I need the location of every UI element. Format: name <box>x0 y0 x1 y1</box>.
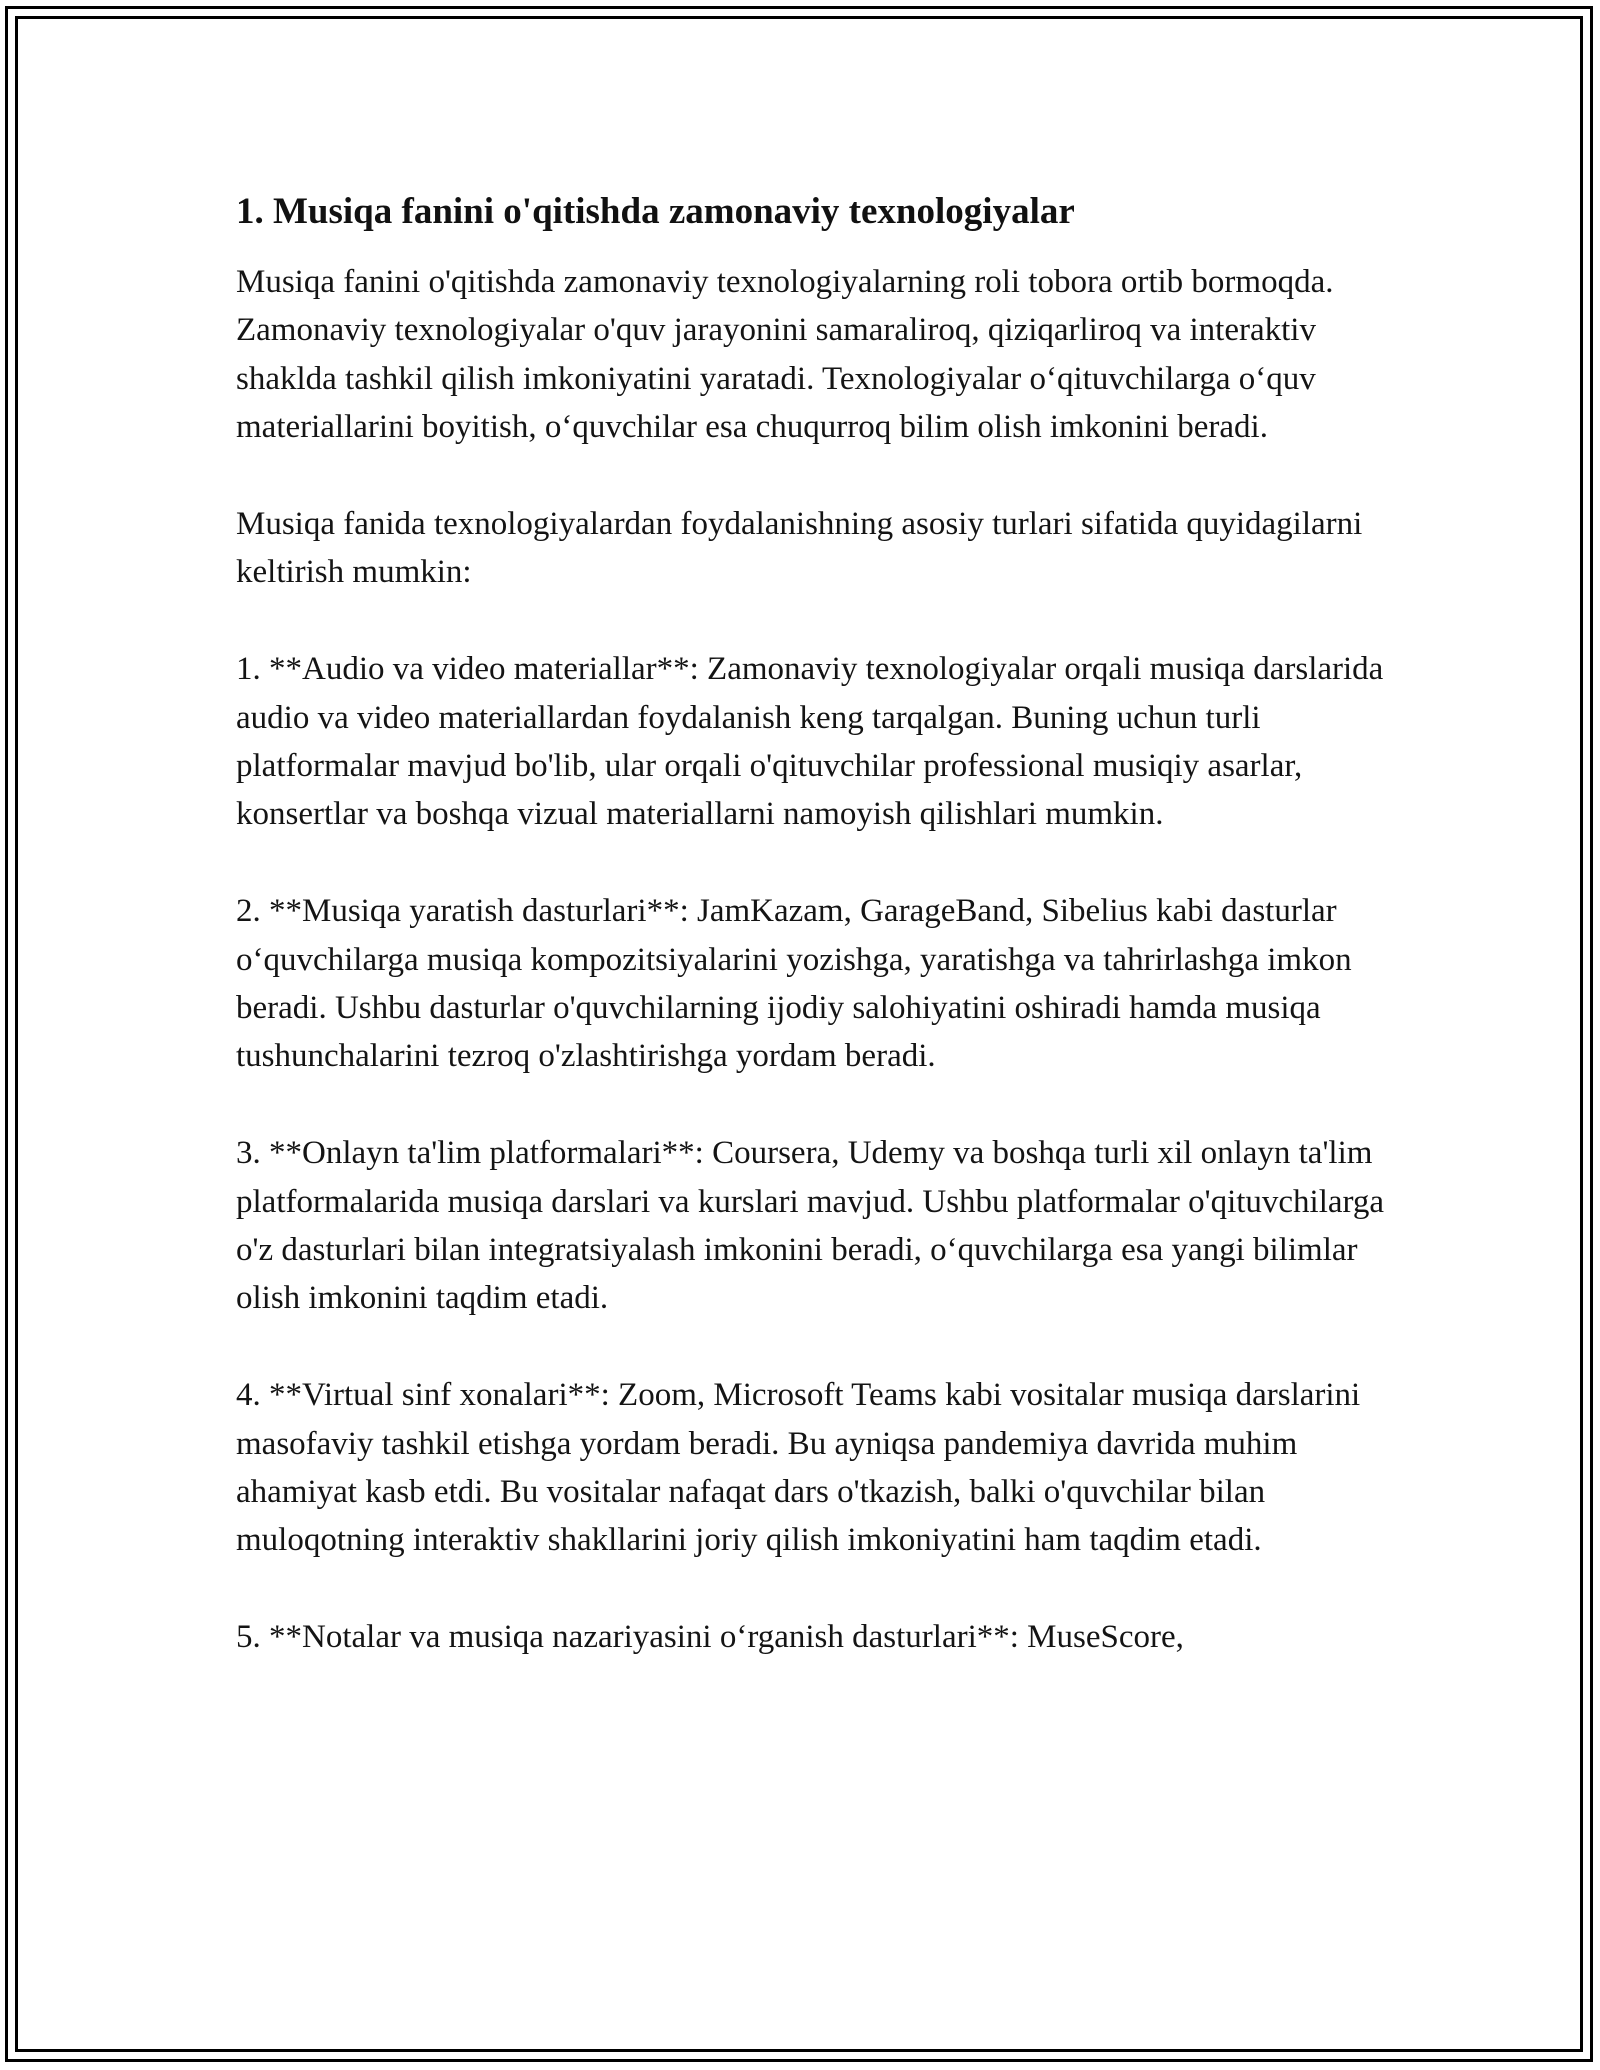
intro-paragraph: Musiqa fanini o'qitishda zamonaviy texnologiyalarning roli tobora ortib bormoqda. Zamonaviy texnologiyalar o'quv jarayonini samaraliroq, qiziqarliroq va interaktiv shaklda tashkil qilish imkoniyatini yaratadi. Texnologiyalar o‘qituvchilarga o‘quv materiallarini boyitish, o‘quvchilar esa chuqurroq bilim olish imkonini beradi. <box>236 264 1334 446</box>
section-heading: 1. Musiqa fanini o'qitishda zamonaviy texnologiyalar <box>236 191 1075 232</box>
list-item-music-software: 2. **Musiqa yaratish dasturlari**: JamKazam, GarageBand, Sibelius kabi dasturlar o‘quvchilarga musiqa kompozitsiyalarini yozishga, yaratishga va tahrirlashga imkon beradi. Ushbu dasturlar o'quvchilarning ijodiy salohiyatini oshiradi hamda musiqa tushunchalarini tezroq o'zlashtirishga yordam beradi. <box>236 893 1352 1075</box>
list-intro-paragraph: Musiqa fanida texnologiyalardan foydalanishning asosiy turlari sifatida quyidagilarni keltirish mumkin: <box>236 506 1363 591</box>
list-item-notation-software: 5. **Notalar va musiqa nazariyasini o‘rganish dasturlari**: MuseScore, <box>236 1619 1184 1656</box>
list-item-virtual-classrooms: 4. **Virtual sinf xonalari**: Zoom, Microsoft Teams kabi vositalar musiqa darslarini masofaviy tashkil etishga yordam beradi. Bu ayniqsa pandemiya davrida muhim ahamiyat kasb etdi. Bu vositalar nafaqat dars o'tkazish, balki o'quvchilar bilan muloqotning interaktiv shakllarini joriy qilish imkoniyatini ham taqdim etadi. <box>236 1377 1361 1559</box>
document-body <box>236 188 1386 1710</box>
list-item-online-platforms: 3. **Onlayn ta'lim platformalari**: Coursera, Udemy va boshqa turli xil onlayn ta'lim platformalarida musiqa darslari va kurslari mavjud. Ushbu platformalar o'qituvchilarga o'z dasturlari bilan integratsiyalash imkonini beradi, o‘quvchilarga esa yangi bilimlar olish imkonini taqdim etadi. <box>236 1135 1385 1317</box>
list-item-audio-video: 1. **Audio va video materiallar**: Zamonaviy texnologiyalar orqali musiqa darslarida audio va video materiallardan foydalanish keng tarqalgan. Buning uchun turli platformalar mavjud bo'lib, ular orqali o'qituvchilar professional musiqiy asarlar, konsertlar va boshqa vizual materiallarni namoyish qilishlari mumkin. <box>236 651 1384 833</box>
